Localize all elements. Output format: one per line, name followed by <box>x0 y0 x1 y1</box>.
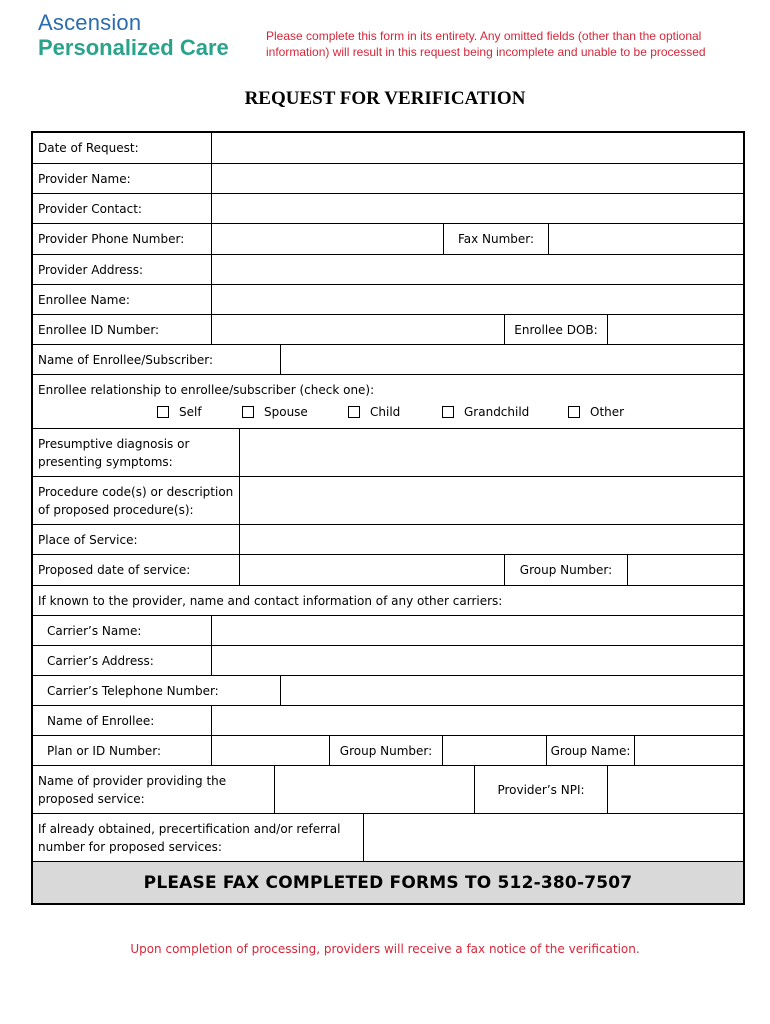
row-precert <box>33 814 743 862</box>
input-group-number[interactable] <box>627 555 743 585</box>
logo-line-ascension: Ascension <box>38 10 142 35</box>
option-label-child: Child <box>370 405 401 419</box>
verification-form <box>31 131 745 905</box>
option-label-other: Other <box>590 405 625 419</box>
row-subscriber-name <box>33 345 743 375</box>
fax-instructions-banner: PLEASE FAX COMPLETED FORMS TO 512-380-7507 <box>33 862 743 903</box>
label-name-of-enrollee: Name of Enrollee: <box>47 713 155 728</box>
checkbox-other[interactable] <box>568 405 624 419</box>
row-plan-id <box>33 736 743 766</box>
input-name-of-enrollee[interactable] <box>211 706 743 735</box>
checkbox-icon <box>242 406 254 418</box>
row-provider-name <box>33 164 743 194</box>
input-procedure[interactable] <box>239 477 743 524</box>
input-carrier-name[interactable] <box>211 616 743 645</box>
logo-line-personalized-care: Personalized Care <box>38 35 229 60</box>
input-place-of-service[interactable] <box>239 525 743 554</box>
label-plan-id: Plan or ID Number: <box>47 743 162 758</box>
relationship-options <box>33 405 743 425</box>
label-provider-address: Provider Address: <box>38 262 144 277</box>
row-carrier-phone <box>33 676 743 706</box>
footer-note: Upon completion of processing, providers will receive a fax notice of the verification. <box>130 942 640 956</box>
option-label-spouse: Spouse <box>264 405 308 419</box>
label-procedure: Procedure code(s) or description of proposed procedure(s): <box>38 484 234 517</box>
checkbox-icon <box>157 406 169 418</box>
input-provider-name[interactable] <box>211 164 743 193</box>
input-enrollee-dob[interactable] <box>607 315 743 344</box>
label-place-of-service: Place of Service: <box>38 532 138 547</box>
input-provider-phone[interactable] <box>211 224 443 254</box>
checkbox-spouse[interactable] <box>242 405 308 419</box>
row-enrollee-name <box>33 285 743 315</box>
row-provider-contact <box>33 194 743 224</box>
label-provider-service: Name of provider providing the proposed service: <box>38 773 227 806</box>
input-carrier-phone[interactable] <box>280 676 743 705</box>
checkbox-icon <box>568 406 580 418</box>
label-enrollee-id: Enrollee ID Number: <box>38 322 160 337</box>
row-other-carriers <box>33 586 743 616</box>
label-carrier-address: Carrier’s Address: <box>47 653 154 668</box>
input-enrollee-name[interactable] <box>211 285 743 314</box>
input-precert[interactable] <box>363 814 743 861</box>
completion-notice: Please complete this form in its entirety. Any omitted fields (other than the optional information) will result in this request being incomplete and unable to be processed <box>266 29 706 59</box>
checkbox-child[interactable] <box>348 405 400 419</box>
input-fax-number[interactable] <box>548 224 743 254</box>
row-carrier-name <box>33 616 743 646</box>
label-group-number-2: Group Number: <box>329 736 442 765</box>
checkbox-self[interactable] <box>157 405 202 419</box>
label-carrier-name: Carrier’s Name: <box>47 623 142 638</box>
input-provider-contact[interactable] <box>211 194 743 223</box>
label-subscriber-name: Name of Enrollee/Subscriber: <box>38 352 213 367</box>
input-enrollee-id[interactable] <box>211 315 504 344</box>
page-title: REQUEST FOR VERIFICATION <box>244 88 526 109</box>
input-carrier-address[interactable] <box>211 646 743 675</box>
row-place-of-service <box>33 525 743 555</box>
row-relationship <box>33 375 743 429</box>
label-diagnosis: Presumptive diagnosis or presenting symptoms: <box>38 436 190 469</box>
label-precert: If already obtained, precertification and/or referral number for proposed services: <box>38 821 341 854</box>
label-enrollee-name: Enrollee Name: <box>38 292 130 307</box>
input-group-name[interactable] <box>634 736 743 765</box>
label-carrier-phone: Carrier’s Telephone Number: <box>47 683 219 698</box>
label-group-name: Group Name: <box>546 736 634 765</box>
input-proposed-date[interactable] <box>239 555 504 585</box>
label-provider-phone: Provider Phone Number: <box>38 232 185 246</box>
label-provider-npi: Provider’s NPI: <box>474 766 607 813</box>
row-provider-address <box>33 255 743 285</box>
input-date-of-request[interactable] <box>211 133 743 163</box>
row-procedure <box>33 477 743 525</box>
row-proposed-date <box>33 555 743 586</box>
option-label-self: Self <box>179 405 202 419</box>
input-provider-service[interactable] <box>274 766 474 813</box>
row-date-of-request <box>33 133 743 164</box>
label-group-number: Group Number: <box>504 555 627 585</box>
input-group-number-2[interactable] <box>442 736 546 765</box>
row-diagnosis <box>33 429 743 477</box>
input-provider-npi[interactable] <box>607 766 743 813</box>
input-diagnosis[interactable] <box>239 429 743 476</box>
label-fax-number: Fax Number: <box>443 224 548 254</box>
ascension-logo <box>38 12 229 59</box>
label-provider-name: Provider Name: <box>38 171 131 186</box>
input-subscriber-name[interactable] <box>280 345 743 374</box>
checkbox-icon <box>348 406 360 418</box>
input-plan-id[interactable] <box>211 736 329 765</box>
checkbox-icon <box>442 406 454 418</box>
label-date-of-request: Date of Request: <box>38 141 139 155</box>
label-provider-contact: Provider Contact: <box>38 201 142 216</box>
row-name-of-enrollee <box>33 706 743 736</box>
label-other-carriers: If known to the provider, name and contact information of any other carriers: <box>38 593 503 608</box>
label-relationship: Enrollee relationship to enrollee/subscriber (check one): <box>38 383 375 397</box>
checkbox-grandchild[interactable] <box>442 405 529 419</box>
option-label-grandchild: Grandchild <box>464 405 530 419</box>
label-proposed-date: Proposed date of service: <box>38 563 191 577</box>
label-enrollee-dob: Enrollee DOB: <box>504 315 607 344</box>
row-carrier-address <box>33 646 743 676</box>
row-enrollee-id <box>33 315 743 345</box>
row-provider-service <box>33 766 743 814</box>
input-provider-address[interactable] <box>211 255 743 284</box>
row-provider-phone <box>33 224 743 255</box>
